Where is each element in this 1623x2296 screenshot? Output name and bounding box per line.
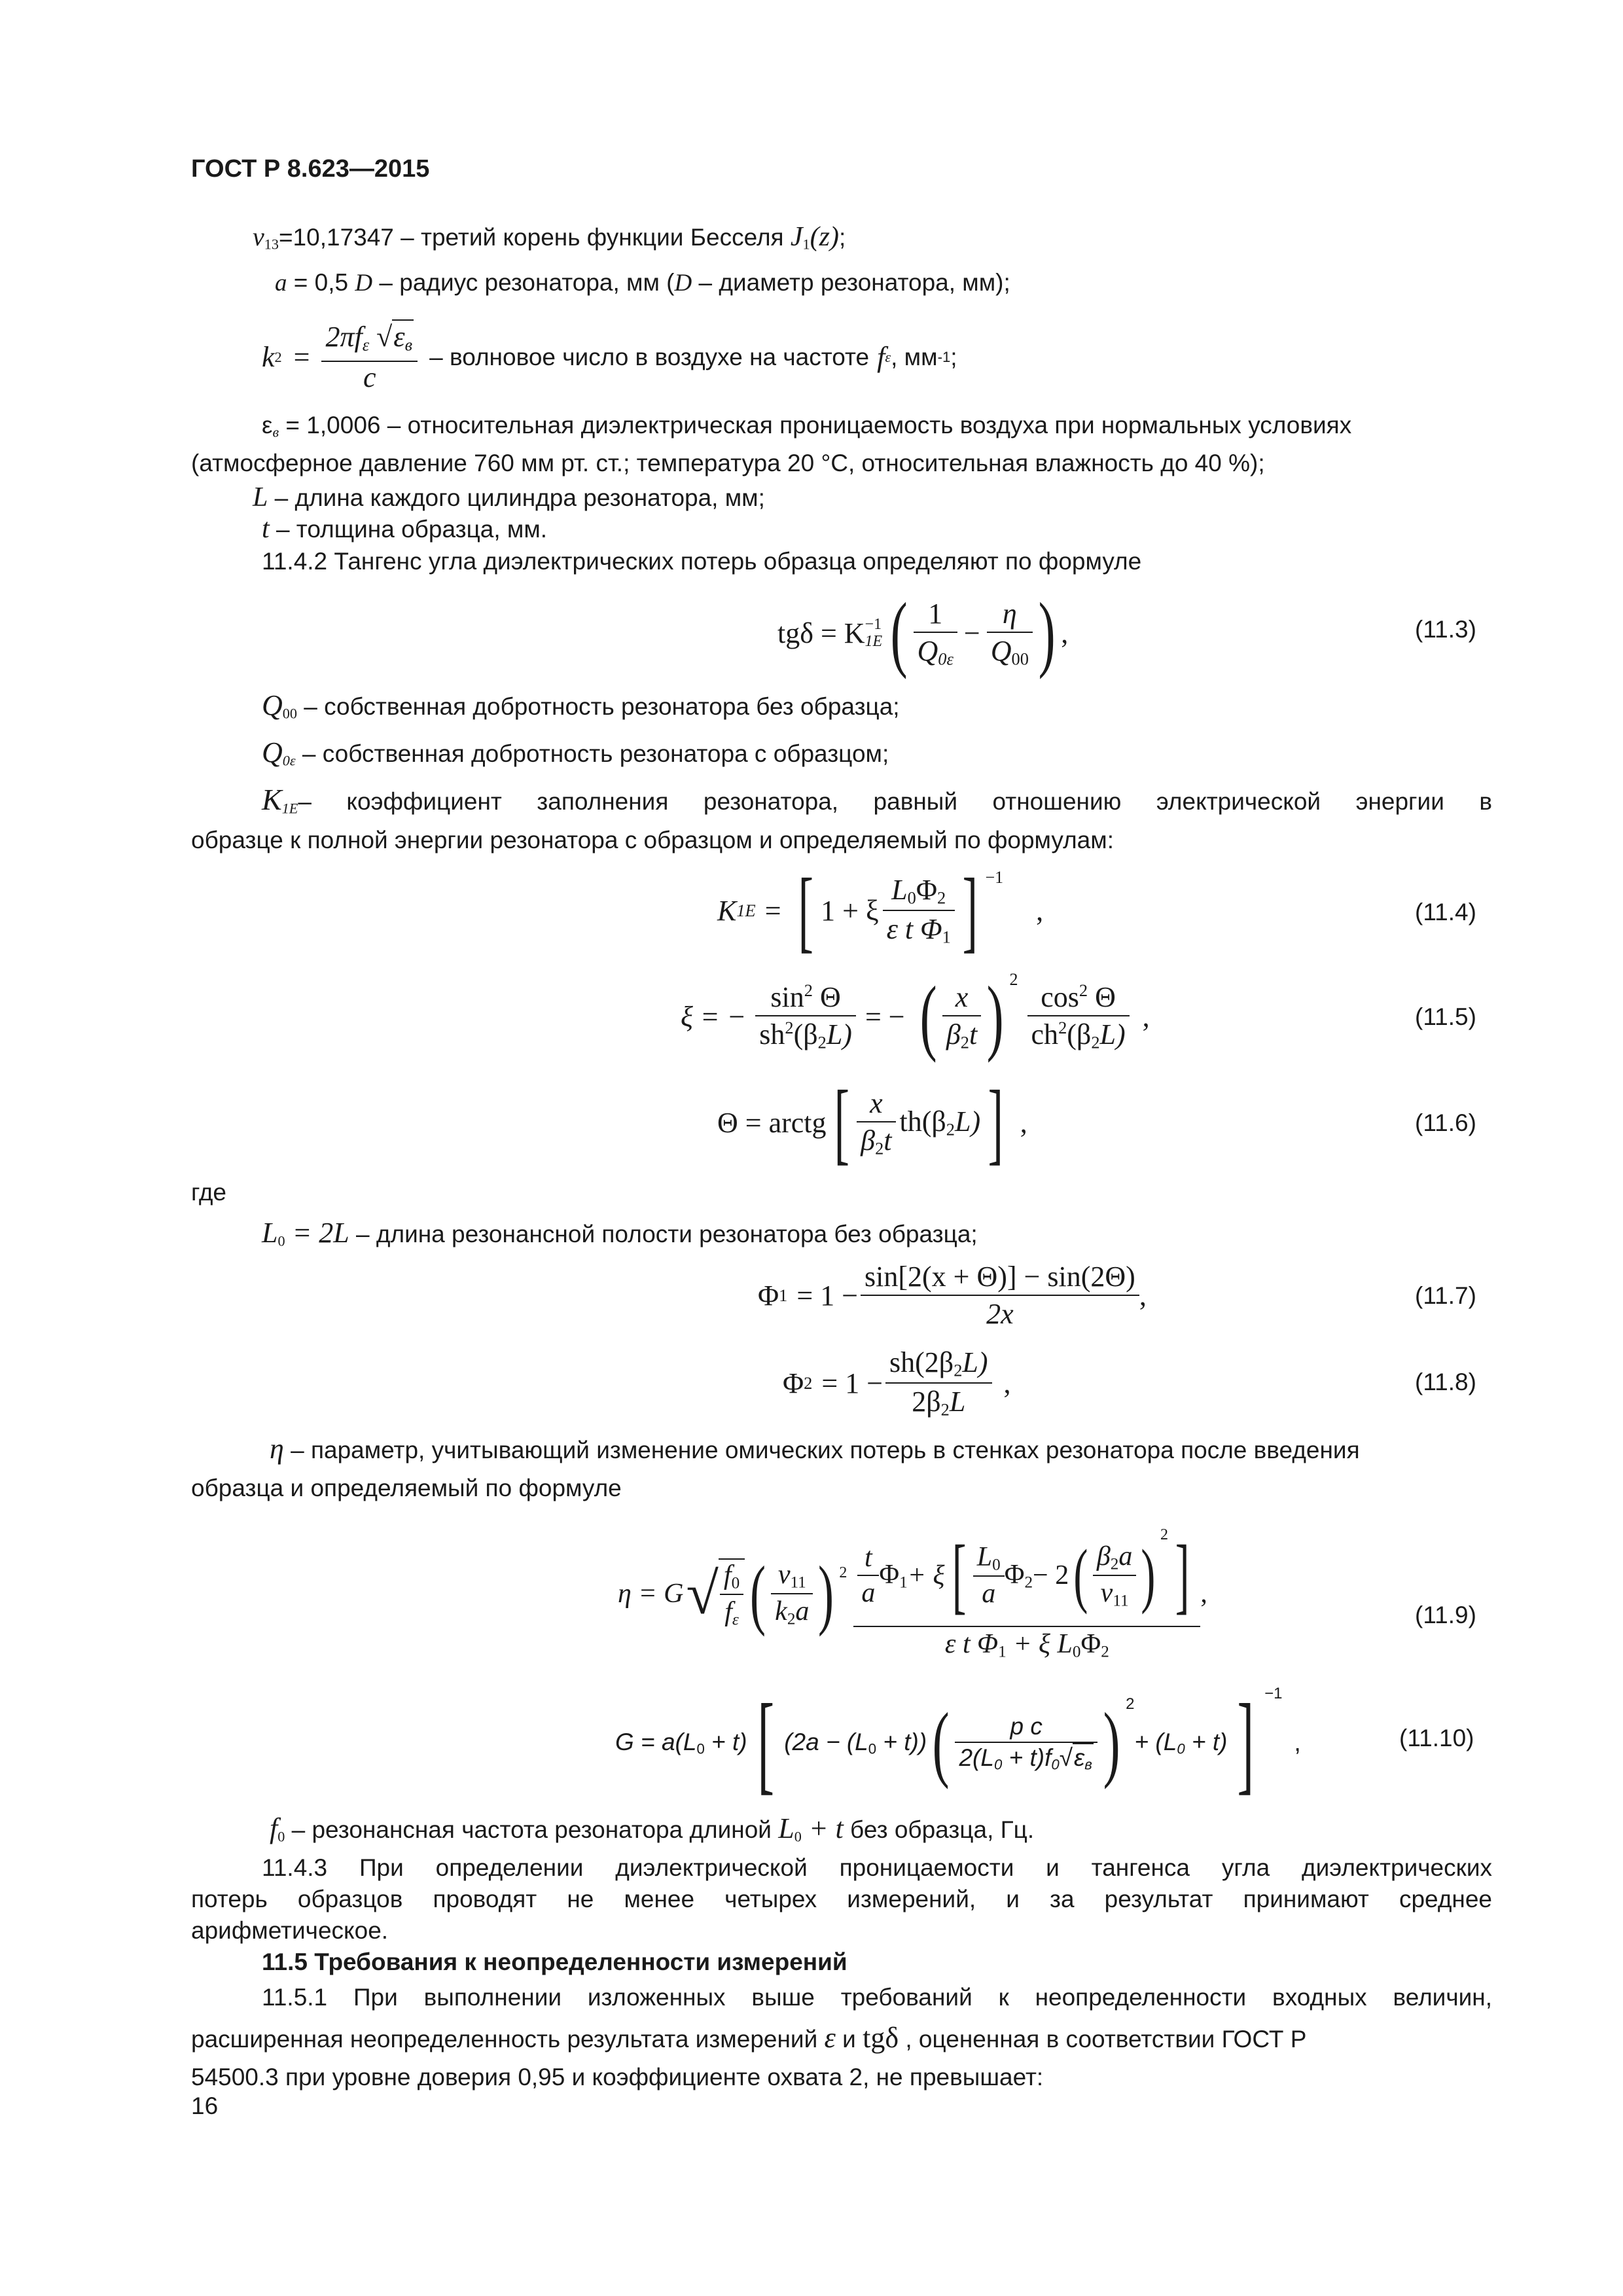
para-11-4-2: 11.4.2 Тангенс угла диэлектрических потерь образца определяют по формуле: [262, 548, 1142, 575]
def-eps-v-cont: (атмосферное давление 760 мм рт. ст.; температура 20 °С, относительная влажность до 40 %);: [191, 450, 1265, 476]
def-q00: $Q_{00}$ – собственная добротность резонатора без образца;: [262, 689, 900, 722]
def-f0: $f_0$ – резонансная частота резонатора длиной $L_0 + t$ без образца, Гц.: [270, 1812, 1035, 1845]
equation-11-9: η = G √ $\frac{f_0}{f_\varepsilon}$ ( $\frac{\nu_{11}}{k_2a}$ ) 2 $\frac{t}{a}$ $\Phi_1$ + ξ [ $\frac{L_0}{a}$ $\Phi_2$ − 2 ( $\frac{\beta_2a}{\nu_{11}}$ ) 2 ] ε t $\Phi_1 + \xi$ $L_0\Phi_2$ ,: [618, 1526, 1207, 1661]
para-11-5-1-l2: расширенная неопределенность результата измерений ε и tgδ , оцененная в соответствии ГОСТ Р: [191, 2022, 1307, 2054]
def-k1e: $K_{1E}-$ коэффициент заполнения резонатора, равный отношению электрической энергии в: [262, 783, 1492, 817]
def-eta-cont: образца и определяемый по формуле: [191, 1475, 622, 1501]
para-11-4-3-l3: арифметическое.: [191, 1917, 389, 1944]
def-a: a = 0,5 D – радиус резонатора, мм (D – диаметр резонатора, мм);: [275, 269, 1010, 296]
equation-11-10: $G = a(L_0 + t)$ [ $(2a - (L_0 + t))$ ( $\frac{\text{p c}}{2(L_0 + t)f_0√\varepsilon_в}$ ) 2 + $(L_0 + t)$ ] −1 ,: [615, 1681, 1301, 1804]
equation-11-8: Φ 2 = 1 − $\frac{sh(2\beta_2L)}{2\beta_2L}$ ,: [783, 1346, 1011, 1420]
section-11-5-title: 11.5 Требования к неопределенности измерений: [262, 1948, 847, 1975]
eq-number-11-8: (11.8): [1415, 1369, 1476, 1395]
where-label: где: [191, 1179, 227, 1206]
equation-11-3: tgδ = K −1 1E ( $\frac{1}{Q_{0\varepsilon}}$ − $\frac{\eta}{Q_{00}}$ ) ,: [777, 586, 1069, 680]
eq-number-11-7: (11.7): [1415, 1282, 1476, 1309]
equation-11-7: Φ 1 = 1 − $\frac{\sin[2(x + \Theta)] - \sin(2\Theta)}{2x}$ ,: [758, 1261, 1147, 1330]
def-L0: $L_0 = 2L$ – длина резонансной полости резонатора без образца;: [262, 1217, 978, 1249]
def-k1e-cont: образце к полной энергии резонатора с образцом и определяемый по формулам:: [191, 827, 1114, 853]
para-11-4-3-l2: потерь образцов проводят не менее четырех измерений, и за результат принимают среднее: [191, 1886, 1492, 1912]
para-11-5-1-l1: 11.5.1 При выполнении изложенных выше требований к неопределенности входных величин,: [262, 1984, 1492, 2011]
equation-11-4: K 1E = [ 1 + ξ $\frac{L_0\Phi_2}{\varepsilon t \Phi_1}$ ] −1 ,: [717, 859, 1044, 961]
def-eta: η – параметр, учитывающий изменение омических потерь в стенках резонатора после введения: [270, 1433, 1360, 1465]
eq-number-11-5: (11.5): [1415, 1003, 1476, 1030]
def-k2: k 2 = $\frac{2\pi f_\varepsilon √\varepsilon_в}{c}$ – волновое число в воздухе на частоте f ε , мм -1 ;: [262, 321, 957, 393]
def-t: t – толщина образца, мм.: [262, 514, 548, 544]
def-nu13: $\nu_{13}=10,17347$ – третий корень функции Бесселя $J_1(z)$;: [253, 222, 846, 253]
def-q0e: $Q_{0\varepsilon}$ – собственная добротность резонатора с образцом;: [262, 736, 889, 769]
eq-number-11-10: (11.10): [1399, 1725, 1474, 1751]
eq-number-11-4: (11.4): [1415, 899, 1476, 925]
para-11-4-3-l1: 11.4.3 При определении диэлектрической проницаемости и тангенса угла диэлектрических: [262, 1854, 1492, 1881]
para-11-5-1-l3: 54500.3 при уровне доверия 0,95 и коэффициенте охвата 2, не превышает:: [191, 2064, 1044, 2090]
eq-number-11-3: (11.3): [1415, 616, 1476, 643]
equation-11-6: Θ = arctg [ $\frac{x}{\beta_2t}$ $th(\beta_2L)$ ] ,: [717, 1071, 1027, 1174]
eq-number-11-9: (11.9): [1415, 1602, 1476, 1628]
doc-header: ГОСТ Р 8.623—2015: [191, 155, 430, 183]
equation-11-5: ξ = − $\frac{\sin^2 \Theta}{sh^2(\beta_2L)}$ = − ( $\frac{x}{\beta_2t}$ ) 2 $\frac{\cos^2 \Theta}{ch^2(\beta_2L)}$ ,: [681, 969, 1150, 1064]
def-eps-v: $\varepsilon_в = 1,0006$ – относительная диэлектрическая проницаемость воздуха при нормальных условиях: [262, 412, 1352, 440]
eq-number-11-6: (11.6): [1415, 1109, 1476, 1136]
k2-fraction: $\frac{2\pi f_\varepsilon √\varepsilon_в}{c}$: [321, 323, 418, 392]
def-L: L – длина каждого цилиндра резонатора, мм;: [253, 482, 765, 512]
page-number: 16: [191, 2092, 219, 2119]
